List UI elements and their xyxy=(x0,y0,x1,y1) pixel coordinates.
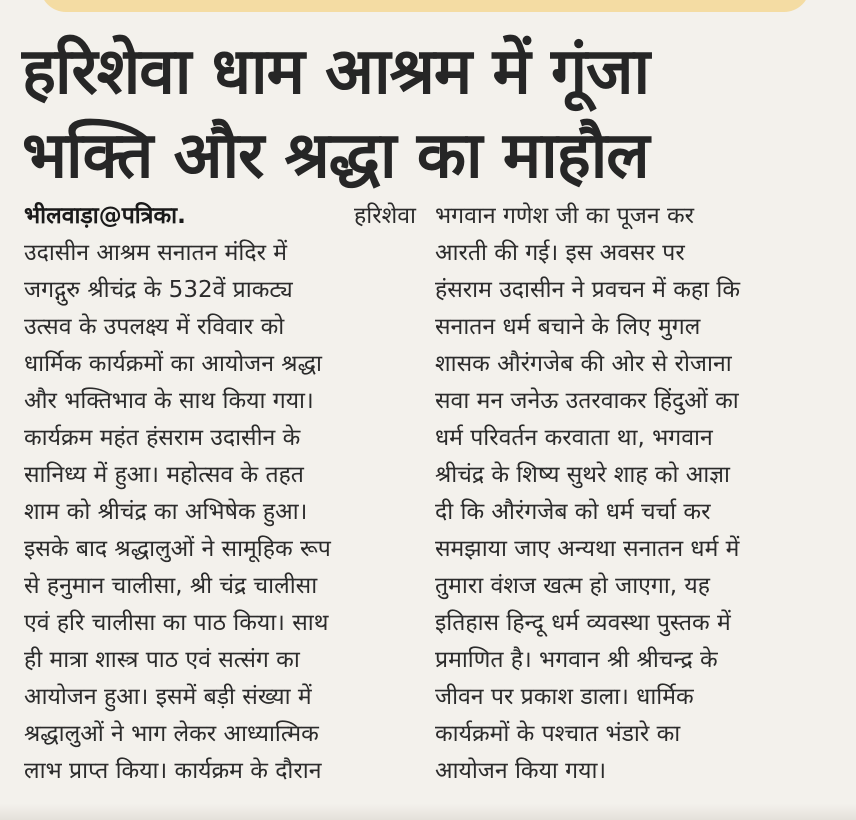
dateline: भीलवाड़ा@पत्रिका. xyxy=(24,203,186,229)
right-column-lines xyxy=(435,198,820,790)
article-text-line: सनातन धर्म बचाने के लिए मुगल xyxy=(435,314,701,340)
article-column-left xyxy=(24,198,416,790)
article-text-line: आयोजन किया गया। xyxy=(435,758,607,784)
article-text-line: उदासीन आश्रम सनातन मंदिर में xyxy=(24,240,288,266)
article-text-line: समझाया जाए अन्यथा सनातन धर्म में xyxy=(435,536,740,562)
article-text-line: शासक औरंगजेब की ओर से रोजाना xyxy=(435,351,732,377)
article-text-line: श्रद्धालुओं ने भाग लेकर आध्यात्मिक xyxy=(24,721,319,747)
article-text-line: सानिध्य में हुआ। महोत्सव के तहत xyxy=(24,462,304,488)
page-bottom-edge xyxy=(0,804,856,820)
article-text-line: इसके बाद श्रद्धालुओं ने सामूहिक रूप xyxy=(24,536,331,562)
headline xyxy=(22,30,832,198)
article-text-line: धर्म परिवर्तन करवाता था, भगवान xyxy=(435,425,713,451)
article-text-line: आयोजन हुआ। इसमें बड़ी संख्या में xyxy=(24,684,312,710)
article-text-line: जीवन पर प्रकाश डाला। धार्मिक xyxy=(435,684,694,710)
article-text-line: इतिहास हिन्दू धर्म व्यवस्था पुस्तक में xyxy=(435,610,731,636)
headline-line-1: हरिशेवा धाम आश्रम में गूंजा xyxy=(22,35,650,109)
article-first-line xyxy=(24,198,416,235)
article-text-line: भगवान गणेश जी का पूजन कर xyxy=(435,203,695,229)
article-text-line: और भक्तिभाव के साथ किया गया। xyxy=(24,388,314,414)
article-text-line: धार्मिक कार्यक्रमों का आयोजन श्रद्धा xyxy=(24,351,322,377)
article-text-line: सवा मन जनेऊ उतरवाकर हिंदुओं का xyxy=(435,388,739,414)
article-text-line: लाभ प्राप्त किया। कार्यक्रम के दौरान xyxy=(24,758,322,784)
article-column-right xyxy=(435,198,820,790)
article-first-line-text: हरिशेवा xyxy=(354,203,416,229)
left-column-lines xyxy=(24,235,416,790)
article-text-line: से हनुमान चालीसा, श्री चंद्र चालीसा xyxy=(24,573,318,599)
article-text-line: शाम को श्रीचंद्र का अभिषेक हुआ। xyxy=(24,499,308,525)
article-text-line: श्रीचंद्र के शिष्य सुथरे शाह को आज्ञा xyxy=(435,462,730,488)
article-text-line: हंसराम उदासीन ने प्रवचन में कहा कि xyxy=(435,277,741,303)
article-text-line: आरती की गई। इस अवसर पर xyxy=(435,240,685,266)
article-text-line: कार्यक्रमों के पश्चात भंडारे का xyxy=(435,721,681,747)
article-text-line: तुमारा वंशज खत्म हो जाएगा, यह xyxy=(435,573,710,599)
article-text-line: एवं हरि चालीसा का पाठ किया। साथ xyxy=(24,610,329,636)
top-decorative-band xyxy=(40,0,810,12)
article-text-line: ही मात्रा शास्त्र पाठ एवं सत्संग का xyxy=(24,647,300,673)
article-text-line: प्रमाणित है। भगवान श्री श्रीचन्द्र के xyxy=(435,647,718,673)
article-text-line: दी कि औरंगजेब को धर्म चर्चा कर xyxy=(435,499,711,525)
article-text-line: जगद्गुरु श्रीचंद्र के 532वें प्राकट्य xyxy=(24,277,293,303)
headline-line-2: भक्ति और श्रद्धा का माहौल xyxy=(22,119,649,193)
article-text-line: कार्यक्रम महंत हंसराम उदासीन के xyxy=(24,425,301,451)
article-text-line: उत्सव के उपलक्ष्य में रविवार को xyxy=(24,314,285,340)
